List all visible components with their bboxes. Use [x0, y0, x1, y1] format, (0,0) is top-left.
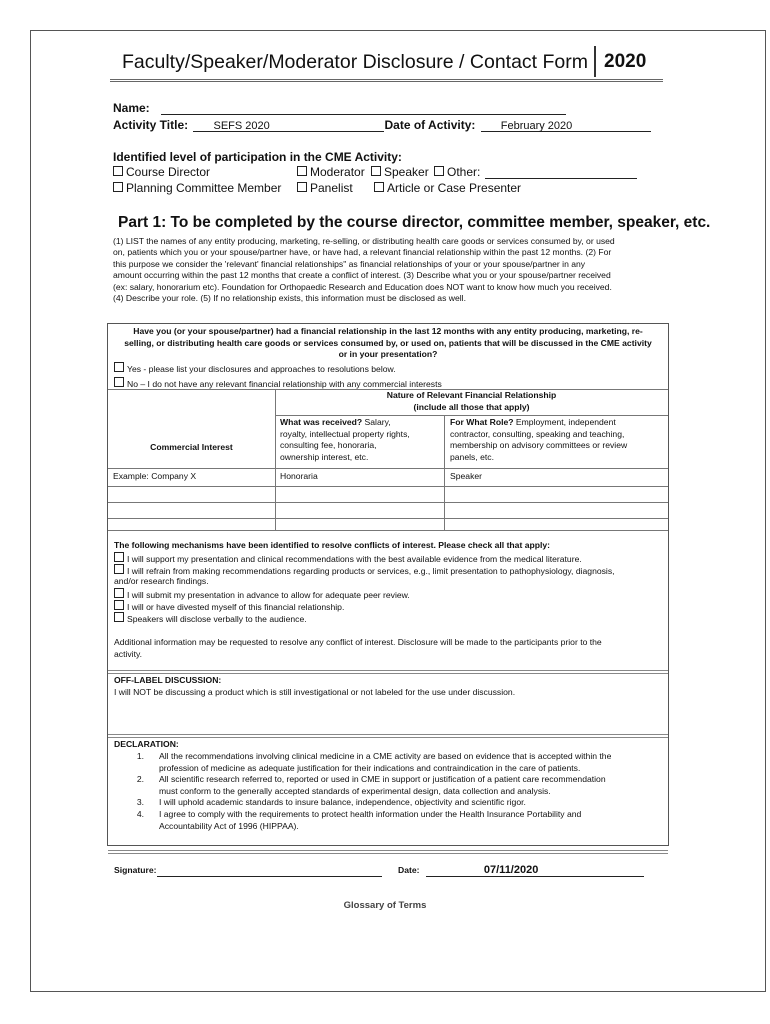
header-bottom-border: [108, 468, 668, 469]
other-field[interactable]: [485, 166, 637, 179]
part1-heading: Part 1: To be completed by the course director, committee member, speaker, etc.: [118, 214, 711, 231]
option-speaker[interactable]: Speaker: [371, 165, 429, 179]
what-received-header: What was received? Salary, royalty, intellectual property rights, consulting fee, honoraria, ownership interest, etc.: [280, 417, 410, 462]
checkbox[interactable]: [297, 166, 307, 176]
no-option[interactable]: No – I do not have any relevant financial relationship with any commercial interests: [114, 377, 442, 391]
option-course-director[interactable]: Course Director: [113, 165, 210, 179]
name-field[interactable]: [161, 102, 566, 115]
section-divider: [108, 734, 668, 738]
additional-information: Additional information may be requested to resolve any conflict of interest. Disclosure will be made to the participants prior to the activity.: [114, 637, 602, 659]
checkbox[interactable]: [114, 588, 124, 598]
signature-date-value: 07/11/2020: [483, 864, 539, 876]
date-of-activity-label: Date of Activity:: [384, 118, 476, 132]
nature-header-border: [275, 415, 668, 416]
mechanism-item[interactable]: I will or have divested myself of this financial relationship.: [114, 600, 344, 614]
no-checkbox[interactable]: [114, 377, 124, 387]
checkbox[interactable]: [371, 166, 381, 176]
mechanism-item-continued: and/or research findings.: [114, 576, 209, 586]
activity-title-value: SEFS 2020: [213, 120, 270, 132]
mechanism-item[interactable]: Speakers will disclose verbally to the audience.: [114, 612, 307, 626]
checkbox[interactable]: [114, 564, 124, 574]
mechanism-item[interactable]: I will refrain from making recommendations regarding products or services, e.g., limit presentation to pathophysiology, diagnosis,: [114, 564, 615, 578]
example-role: Speaker: [450, 471, 483, 481]
option-planning-committee[interactable]: Planning Committee Member: [113, 181, 281, 195]
activity-row: [113, 118, 651, 132]
offlabel-text: I will NOT be discussing a product which is still investigational or not labeled for the use under discussion.: [114, 687, 516, 697]
declaration-list: [108, 751, 668, 832]
declaration-item: 4. I agree to comply with the requirements to protect health information under the Health Insurance Portability and Accountability Act of 1996 (HIPPAA).: [136, 809, 582, 831]
date-of-activity-field[interactable]: [481, 119, 651, 132]
part1-instructions: (1) LIST the names of any entity producing, marketing, re-selling, or distributing health care goods or services consumed by, or used on, patients which you or your spouse/partner have, or have had, a relevant financial relationship within the past 12 months. (2) For this purpose we consider the 'relevant' financial relationships" as financial relationships of your or your spouse/partner in any amount occurring within the past 12 months that create a conflict of interest. (3) Describe what you or your spouse/partner received (ex: salary, honorarium etc). Foundation for Orthopaedic Research and Education does NOT want to know how much you received. (4) Describe your role. (5) If no relationship exists, this information must be disclosed as well.: [113, 236, 615, 304]
mechanism-item[interactable]: I will submit my presentation in advance to allow for adequate peer review.: [114, 588, 410, 602]
signature-date-row: Date: 07/11/2020: [398, 865, 644, 877]
signature-row: Signature:: [114, 865, 382, 877]
signature-date-field[interactable]: [426, 866, 644, 877]
section-divider: [108, 850, 668, 854]
form-title: Faculty/Speaker/Moderator Disclosure / Contact Form: [122, 51, 589, 73]
declaration-item: 1. All the recommendations involving clinical medicine in a CME activity are based on evidence that is accepted within the profession of medicine as adequate justification for their indications and contraindication in the care of patients.: [136, 751, 612, 773]
checkbox[interactable]: [114, 600, 124, 610]
row-border: [108, 518, 668, 519]
financial-question: Have you (or your spouse/partner) had a financial relationship in the last 12 months with any entity producing, marketing, re- selling, or distributing health care goods or services consumed by, or used on, patients that will be discussed in the CME activity or in your presentation?: [124, 326, 652, 360]
form-year: 2020: [604, 51, 647, 72]
option-other[interactable]: Other:: [434, 165, 637, 179]
name-label: Name:: [113, 101, 150, 115]
option-panelist[interactable]: Panelist: [297, 181, 353, 195]
row-border: [108, 502, 668, 503]
option-moderator[interactable]: Moderator: [297, 165, 365, 179]
title-separator: [594, 46, 596, 77]
commercial-interest-header: Commercial Interest: [150, 442, 233, 452]
checkbox[interactable]: [374, 182, 384, 192]
activity-title-label: Activity Title:: [113, 118, 189, 132]
option-article-presenter[interactable]: Article or Case Presenter: [374, 181, 521, 195]
mechanism-item[interactable]: I will support my presentation and clinical recommendations with the best available evidence from the medical literature.: [114, 552, 582, 566]
yes-checkbox[interactable]: [114, 362, 124, 372]
for-what-role-header: For What Role? Employment, independent contractor, consulting, speaking and teaching, membership on advisory committees or review panels, etc.: [450, 417, 628, 462]
example-received: Honoraria: [280, 471, 318, 481]
checkbox[interactable]: [113, 182, 123, 192]
declaration-heading: DECLARATION:: [114, 739, 179, 749]
participation-heading: Identified level of participation in the CME Activity:: [113, 150, 402, 164]
declaration-item: 3. I will uphold academic standards to insure balance, independence, objectivity and scientific rigor.: [136, 797, 526, 807]
example-commercial-interest: Example: Company X: [113, 471, 197, 481]
checkbox[interactable]: [114, 552, 124, 562]
table-bottom-border: [108, 530, 668, 531]
form-header: [110, 49, 663, 82]
mechanisms-heading: The following mechanisms have been identified to resolve conflicts of interest. Please check all that apply:: [114, 540, 551, 550]
date-of-activity-value: February 2020: [500, 120, 573, 132]
glossary-link[interactable]: Glossary of Terms: [343, 900, 427, 911]
section-divider: [108, 670, 668, 674]
offlabel-heading: OFF-LABEL DISCUSSION:: [114, 675, 222, 685]
checkbox[interactable]: [113, 166, 123, 176]
name-row: [113, 101, 566, 115]
nature-heading: Nature of Relevant Financial Relationship (include all those that apply): [386, 390, 557, 412]
checkbox[interactable]: [434, 166, 444, 176]
disclosure-grid: [107, 323, 669, 876]
activity-title-field[interactable]: [193, 119, 384, 132]
yes-option[interactable]: Yes - please list your disclosures and approaches to resolutions below.: [114, 362, 396, 376]
checkbox[interactable]: [114, 612, 124, 622]
column-divider-2: [444, 415, 445, 530]
row-border: [108, 486, 668, 487]
checkbox[interactable]: [297, 182, 307, 192]
signature-field[interactable]: [157, 866, 382, 877]
declaration-item: 2. All scientific research referred to, reported or used in CME in support or justification of a patient care recommendation must conform to the generally accepted standards of experimental design, data collection and analysis.: [136, 774, 606, 796]
